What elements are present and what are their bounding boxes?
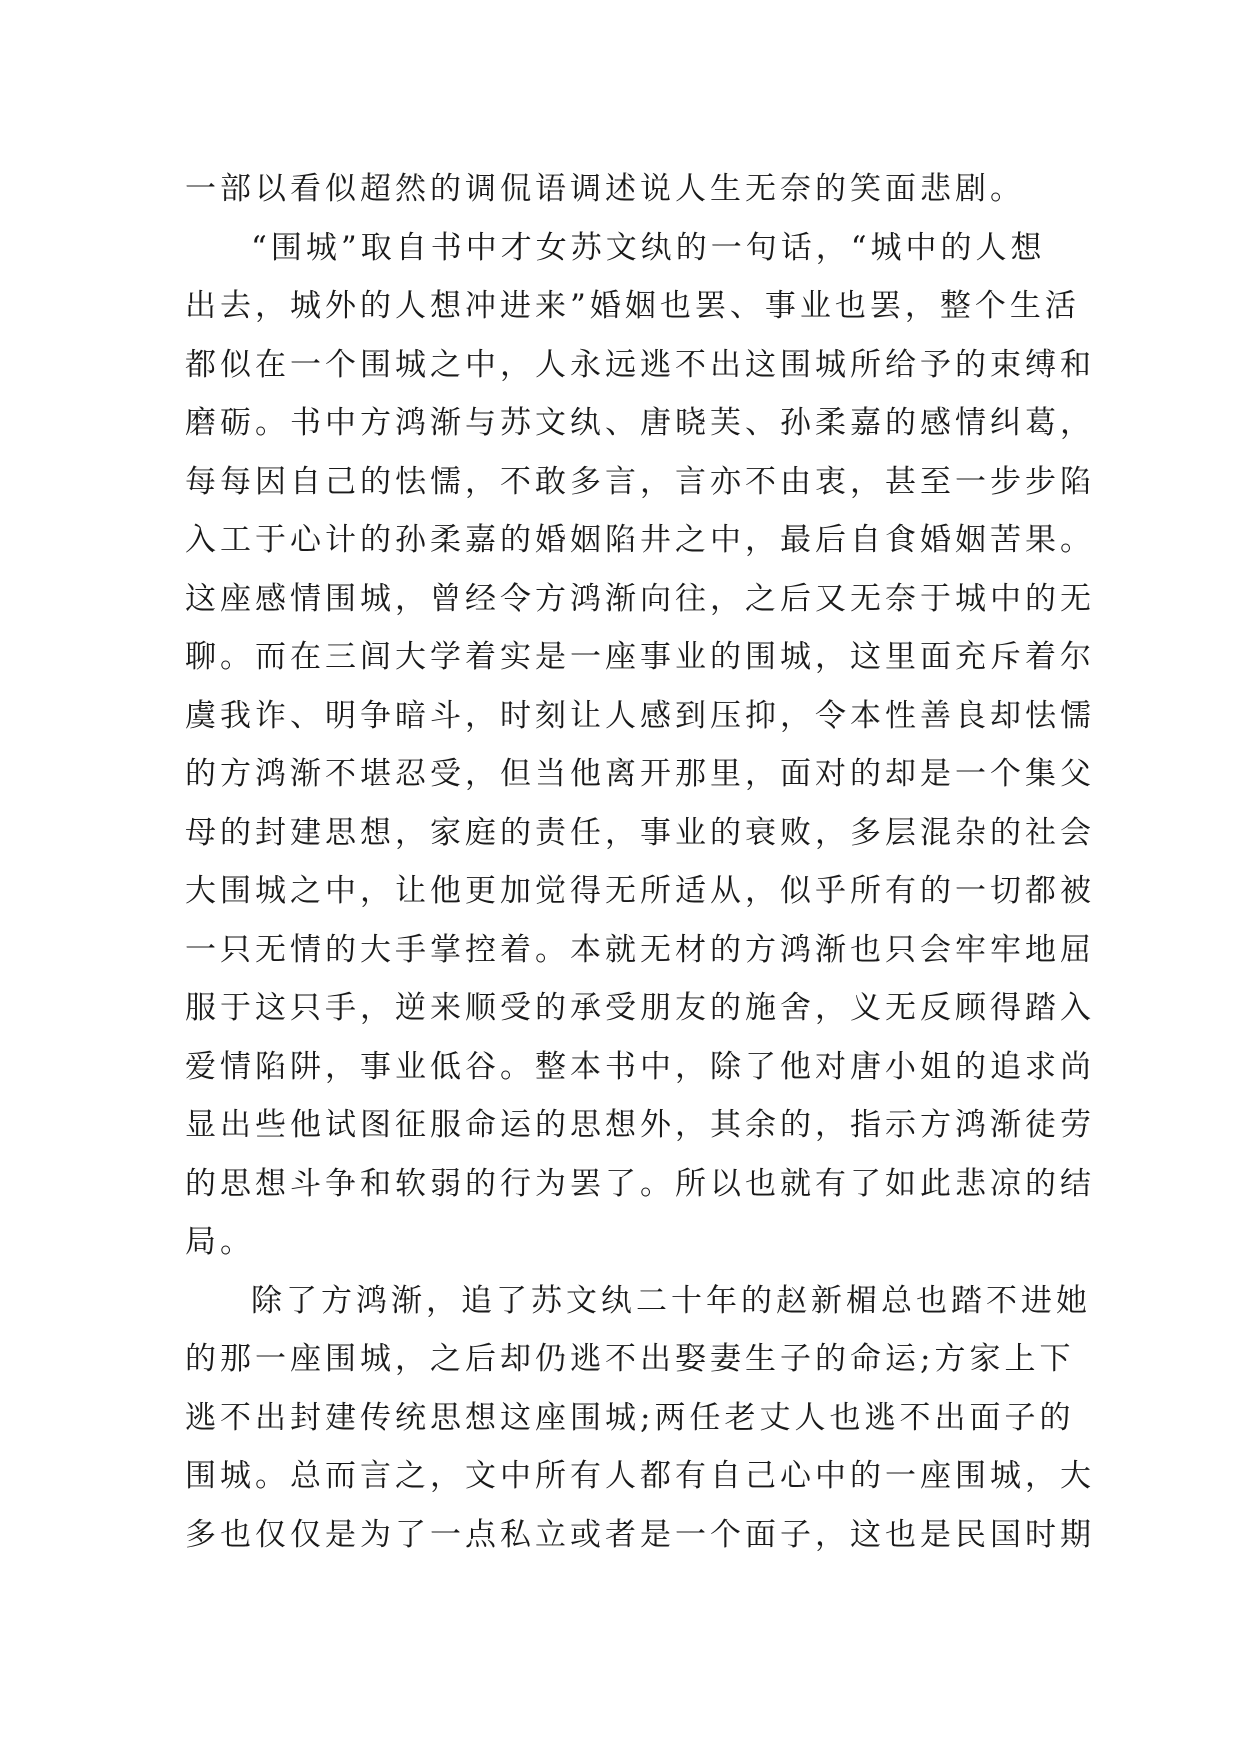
text-line: 母的封建思想，家庭的责任，事业的衰败，多层混杂的社会 <box>185 814 1095 851</box>
paragraph-2 <box>185 219 1095 1272</box>
text-line: 聊。而在三闾大学着实是一座事业的围城，这里面充斥着尔 <box>185 639 1095 675</box>
text-line: 出去，城外的人想冲进来”婚姻也罢、事业也罢，整个生活 <box>185 288 1080 324</box>
text-line: 的方鸿渐不堪忍受，但当他离开那里，面对的却是一个集父 <box>185 756 1095 792</box>
text-line: 局。 <box>185 1224 255 1260</box>
text-line: 服于这只手，逆来顺受的承受朋友的施舍，义无反顾得踏入 <box>185 990 1095 1026</box>
text-line: 入工于心计的孙柔嘉的婚姻陷井之中，最后自食婚姻苦果。 <box>185 522 1095 558</box>
text-line: 每每因自己的怯懦，不敢多言，言亦不由衷，甚至一步步陷 <box>185 463 1095 500</box>
text-line: 的那一座围城，之后却仍逃不出娶妻生子的命运;方家上下 <box>185 1341 1075 1377</box>
text-line: 磨砺。书中方鸿渐与苏文纨、唐晓芙、孙柔嘉的感情纠葛， <box>185 405 1095 441</box>
text-line: 的思想斗争和软弱的行为罢了。所以也就有了如此悲凉的结 <box>185 1165 1095 1202</box>
paragraph-3 <box>185 1272 1095 1565</box>
text-line: 除了方鸿渐，追了苏文纨二十年的赵新楣总也踏不进她 <box>251 1282 1091 1319</box>
text-line: 显出些他试图征服命运的思想外，其余的，指示方鸿渐徒劳 <box>185 1107 1095 1143</box>
text-line: 都似在一个围城之中，人永远逃不出这围城所给予的束缚和 <box>185 346 1095 383</box>
document-body <box>185 160 1095 1564</box>
text-line: 多也仅仅是为了一点私立或者是一个面子，这也是民国时期 <box>185 1516 1095 1553</box>
text-line: “围城”取自书中才女苏文纨的一句话，“城中的人想 <box>251 229 1046 266</box>
text-line: 逃不出封建传统思想这座围城;两任老丈人也逃不出面子的 <box>185 1399 1075 1436</box>
paragraph-1 <box>185 160 1055 219</box>
text-line: 大围城之中，让他更加觉得无所适从，似乎所有的一切都被 <box>185 873 1095 909</box>
text-line: 爱情陷阱，事业低谷。整本书中，除了他对唐小姐的追求尚 <box>185 1048 1095 1085</box>
text-line: 一只无情的大手掌控着。本就无材的方鸿渐也只会牢牢地屈 <box>185 931 1095 968</box>
text-line: 一部以看似超然的调侃语调述说人生无奈的笑面悲剧。 <box>185 171 1025 207</box>
text-line: 这座感情围城，曾经令方鸿渐向往，之后又无奈于城中的无 <box>185 580 1095 617</box>
text-line: 围城。总而言之，文中所有人都有自己心中的一座围城，大 <box>185 1458 1095 1494</box>
text-line: 虞我诈、明争暗斗，时刻让人感到压抑，令本性善良却怯懦 <box>185 697 1095 734</box>
